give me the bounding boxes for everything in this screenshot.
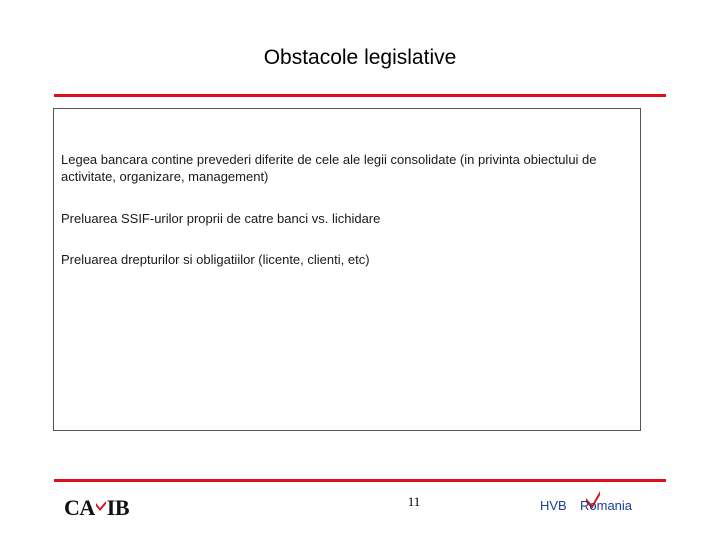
page-number: 11 — [407, 494, 421, 509]
logo-text-b: IB — [106, 495, 130, 520]
bottom-divider — [54, 479, 666, 482]
hvb-romania-logo — [536, 491, 656, 521]
logo-text-romania: Romania — [580, 498, 633, 513]
logo-swoosh-icon — [95, 495, 107, 517]
bullet-text: Preluarea drepturilor si obligatiilor (licente, clienti, etc) — [61, 252, 370, 267]
logo-text-a: CA — [64, 495, 95, 520]
camib-logo — [64, 495, 136, 521]
bullet-text: Preluarea SSIF-urilor proprii de catre banci vs. lichidare — [61, 211, 381, 226]
bullet-text: Legea bancara contine prevederi diferite de cele ale legii consolidate (in privinta obiectului de activitate, organizare, management) — [61, 152, 597, 184]
top-divider — [54, 94, 666, 97]
content-box — [53, 108, 641, 431]
slide-title: Obstacole legislative — [263, 46, 457, 69]
logo-text-hvb: HVB — [540, 498, 567, 513]
